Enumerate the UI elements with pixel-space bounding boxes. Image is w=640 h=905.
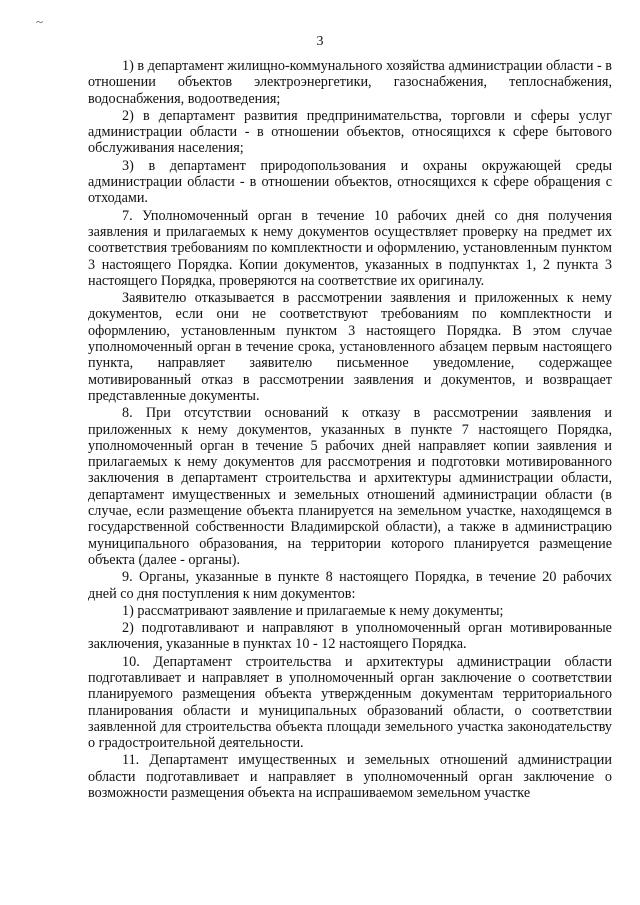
- paragraph: 2) в департамент развития предпринимательства, торговли и сферы услуг администрации области - в отношении объектов, относящихся к сфере бытового обслуживания населения;: [88, 107, 612, 157]
- page-number: 3: [316, 34, 324, 49]
- paragraph: 2) подготавливают и направляют в уполномоченный орган мотивированные заключения, указанные в пунктах 10 - 12 настоящего Порядка.: [88, 620, 612, 653]
- paragraph: 7. Уполномоченный орган в течение 10 рабочих дней со дня получения заявления и прилагаемых к нему документов осуществляет проверку на предмет их соответствия требованиям по комплектности и оформлению, установленным пунктом 3 настоящего Порядка. Копии документов, указанных в подпунктах 1, 2 пункта 3 настоящего Порядка, проверяются на соответствие их оригиналу.: [88, 207, 612, 289]
- paragraph: 3) в департамент природопользования и охраны окружающей среды администрации области - в отношении объектов, относящихся к сфере обращения с отходами.: [88, 157, 612, 207]
- corner-mark: ~: [36, 14, 44, 29]
- document-body: [88, 58, 612, 802]
- paragraph: 11. Департамент имущественных и земельных отношений администрации области подготавливает и направляет в уполномоченный орган заключение о возможности размещения объекта на испрашиваемом земельном участке: [88, 752, 612, 802]
- paragraph: 8. При отсутствии оснований к отказу в рассмотрении заявления и приложенных к нему документов, указанных в пункте 7 настоящего Порядка, уполномоченный орган в течение 5 рабочих дней направляет копии заявления и прилагаемых к нему документов для рассмотрения и подготовки мотивированного заключения в департамент строительства и архитектуры администрации области, департамент имущественных и земельных отношений администрации области (в случае, если размещение объекта планируется на земельном участке, находящемся в государственной собственности Владимирской области), а также в администрацию муниципального образования, на территории которого планируется размещение объекта (далее - органы).: [88, 405, 612, 568]
- paragraph: 1) в департамент жилищно-коммунального хозяйства администрации области - в отношении объектов электроэнергетики, газоснабжения, теплоснабжения, водоснабжения, водоотведения;: [88, 58, 612, 107]
- paragraph: 9. Органы, указанные в пункте 8 настоящего Порядка, в течение 20 рабочих дней со дня поступления к ним документов:: [88, 569, 612, 602]
- paragraph: 1) рассматривают заявление и прилагаемые к нему документы;: [122, 602, 504, 619]
- paragraph: 10. Департамент строительства и архитектуры администрации области подготавливает и направляет в уполномоченный орган заключение о соответствии планируемого размещения объекта утвержденным документам территориального планирования области и муниципальных образований области, о соответствии заявленной для строительства объекта площади земельного участка законодательству о градостроительной деятельности.: [88, 653, 612, 752]
- paragraph: Заявителю отказывается в рассмотрении заявления и приложенных к нему документов, если они не соответствуют требованиям по комплектности и оформлению, установленным пунктом 3 настоящего Порядка. В этом случае уполномоченный орган в течение срока, установленного абзацем первым настоящего пункта, направляет заявителю письменное уведомление, содержащее мотивированный отказ в рассмотрении заявления и документов, и возвращает представленные документы.: [88, 290, 612, 404]
